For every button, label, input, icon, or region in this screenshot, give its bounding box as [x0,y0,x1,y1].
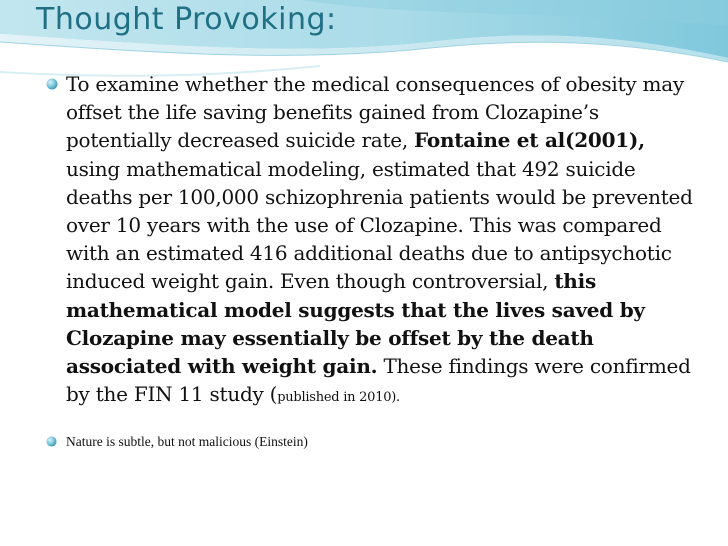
bullet-item-einstein-quote [0,433,728,451]
bullet-text-published-note: published in 2010). [277,390,400,406]
bullet-text-modeling: using mathematical modeling, estimated that 492 suicide deaths per 100,000 schizophrenia patients would be prevented over 10 years with the use of Clozapine. This was compared with an estimated 416 additional deaths due to antipsychotic induced weight gain. Even though controversial, [66,156,693,294]
bullet-text-findings: These findings were confirmed by the FIN 11 study ( [66,354,691,407]
bullet-icon [46,436,57,447]
bullet-item-fontaine [0,70,728,412]
citation-fontaine: Fontaine et al(2001), [414,128,645,153]
bullet-list [0,70,728,451]
quote-text: Nature is subtle, but not malicious (Einstein) [66,434,308,450]
bullet-icon [46,78,58,90]
bullet-text-emphasis: this mathematical model suggests that the lives saved by Clozapine may essentially be offset by the death associated with weight gain. [66,269,645,379]
bullet-text-intro: To examine whether the medical consequences of obesity may offset the life saving benefits gained from Clozapine’s potentially decreased suicide rate, [66,72,684,153]
slide-title: Thought Provoking: [36,2,337,37]
